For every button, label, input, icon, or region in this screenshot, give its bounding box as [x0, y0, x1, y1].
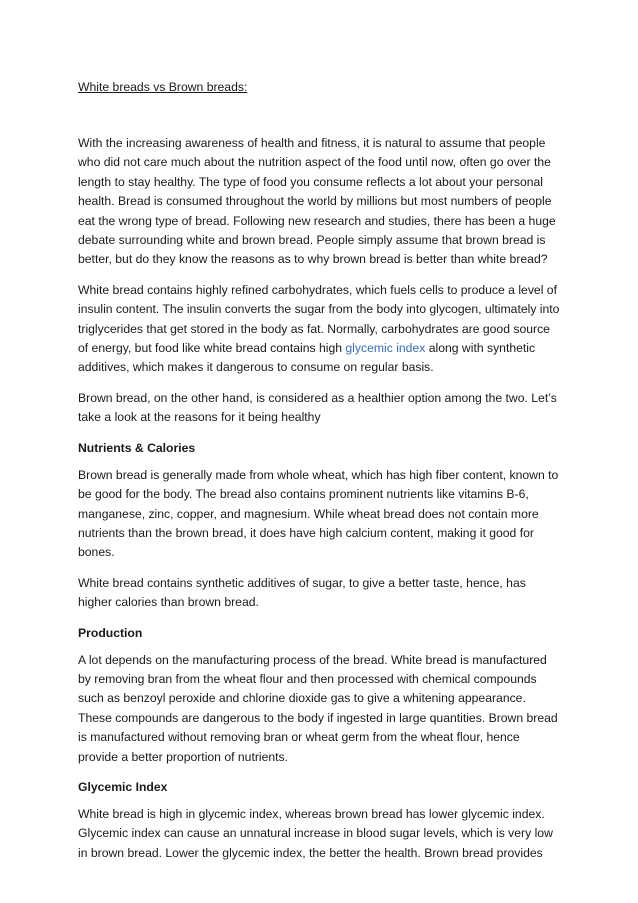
section-heading-nutrients: Nutrients & Calories: [78, 440, 196, 455]
intro-paragraph: With the increasing awareness of health and fitness, it is natural to assume that people who did not care much about the nutrition aspect of the food until now, often go over the length to stay healthy. The type of food you consume reflects a lot about your personal health. Bread is consumed throughout the world by millions but most numbers of people eat the wrong type of bread. Following new research and studies, there has been a huge debate surrounding white and brown bread. People simply assume that brown bread is better, but do they know the reasons as to why brown bread is better than white bread?: [78, 136, 556, 267]
nutrients-paragraph-2: White bread contains synthetic additives of sugar, to give a better taste, hence, has higher calories than brown bread.: [78, 575, 526, 610]
glycemic-index-link[interactable]: glycemic index: [345, 341, 426, 356]
nutrients-paragraph-1: Brown bread is generally made from whole wheat, which has high fiber content, known to be good for the body. The bread also contains prominent nutrients like vitamins B-6, manganese, zinc, copper, and magnesium. While wheat bread does not contain more nutrients than the brown bread, it does have high calcium content, making it good for bones.: [78, 467, 559, 560]
brown-bread-paragraph: Brown bread, on the other hand, is considered as a healthier option among the two. Let’s take a look at the reasons for it being healthy: [78, 390, 557, 425]
document-page: [78, 78, 562, 874]
section-heading-glycemic-index: Glycemic Index: [78, 779, 168, 794]
white-bread-paragraph: [78, 281, 562, 378]
glycemic-index-paragraph: White bread is high in glycemic index, whereas brown bread has lower glycemic index. Glycemic index can cause an unnatural increase in blood sugar levels, which is very low in brown bread. Lower the glycemic index, the better the health. Brown bread provides: [78, 806, 553, 860]
document-title: White breads vs Brown breads:: [78, 80, 248, 94]
production-paragraph: A lot depends on the manufacturing process of the bread. White bread is manufactured by removing bran from the wheat flour and then processed with chemical compounds such as benzoyl peroxide and chlorine dioxide gas to give a whitening appearance. These compounds are dangerous to the body if ingested in large quantities. Brown bread is manufactured without removing bran or wheat germ from the wheat flour, hence provide a better proportion of nutrients.: [78, 652, 558, 764]
white-bread-text-before: White bread contains highly refined carbohydrates, which fuels cells to produce a level of insulin content. The insulin converts the sugar from the body into glycogen, ultimately into triglycerides that get stored in the body as fat. Normally, carbohydrates are good source of energy, but food like white bread contains high: [78, 282, 560, 356]
white-bread-text-after: along with synthetic additives, which makes it dangerous to consume on regular basis.: [78, 341, 536, 375]
section-heading-production: Production: [78, 625, 143, 640]
